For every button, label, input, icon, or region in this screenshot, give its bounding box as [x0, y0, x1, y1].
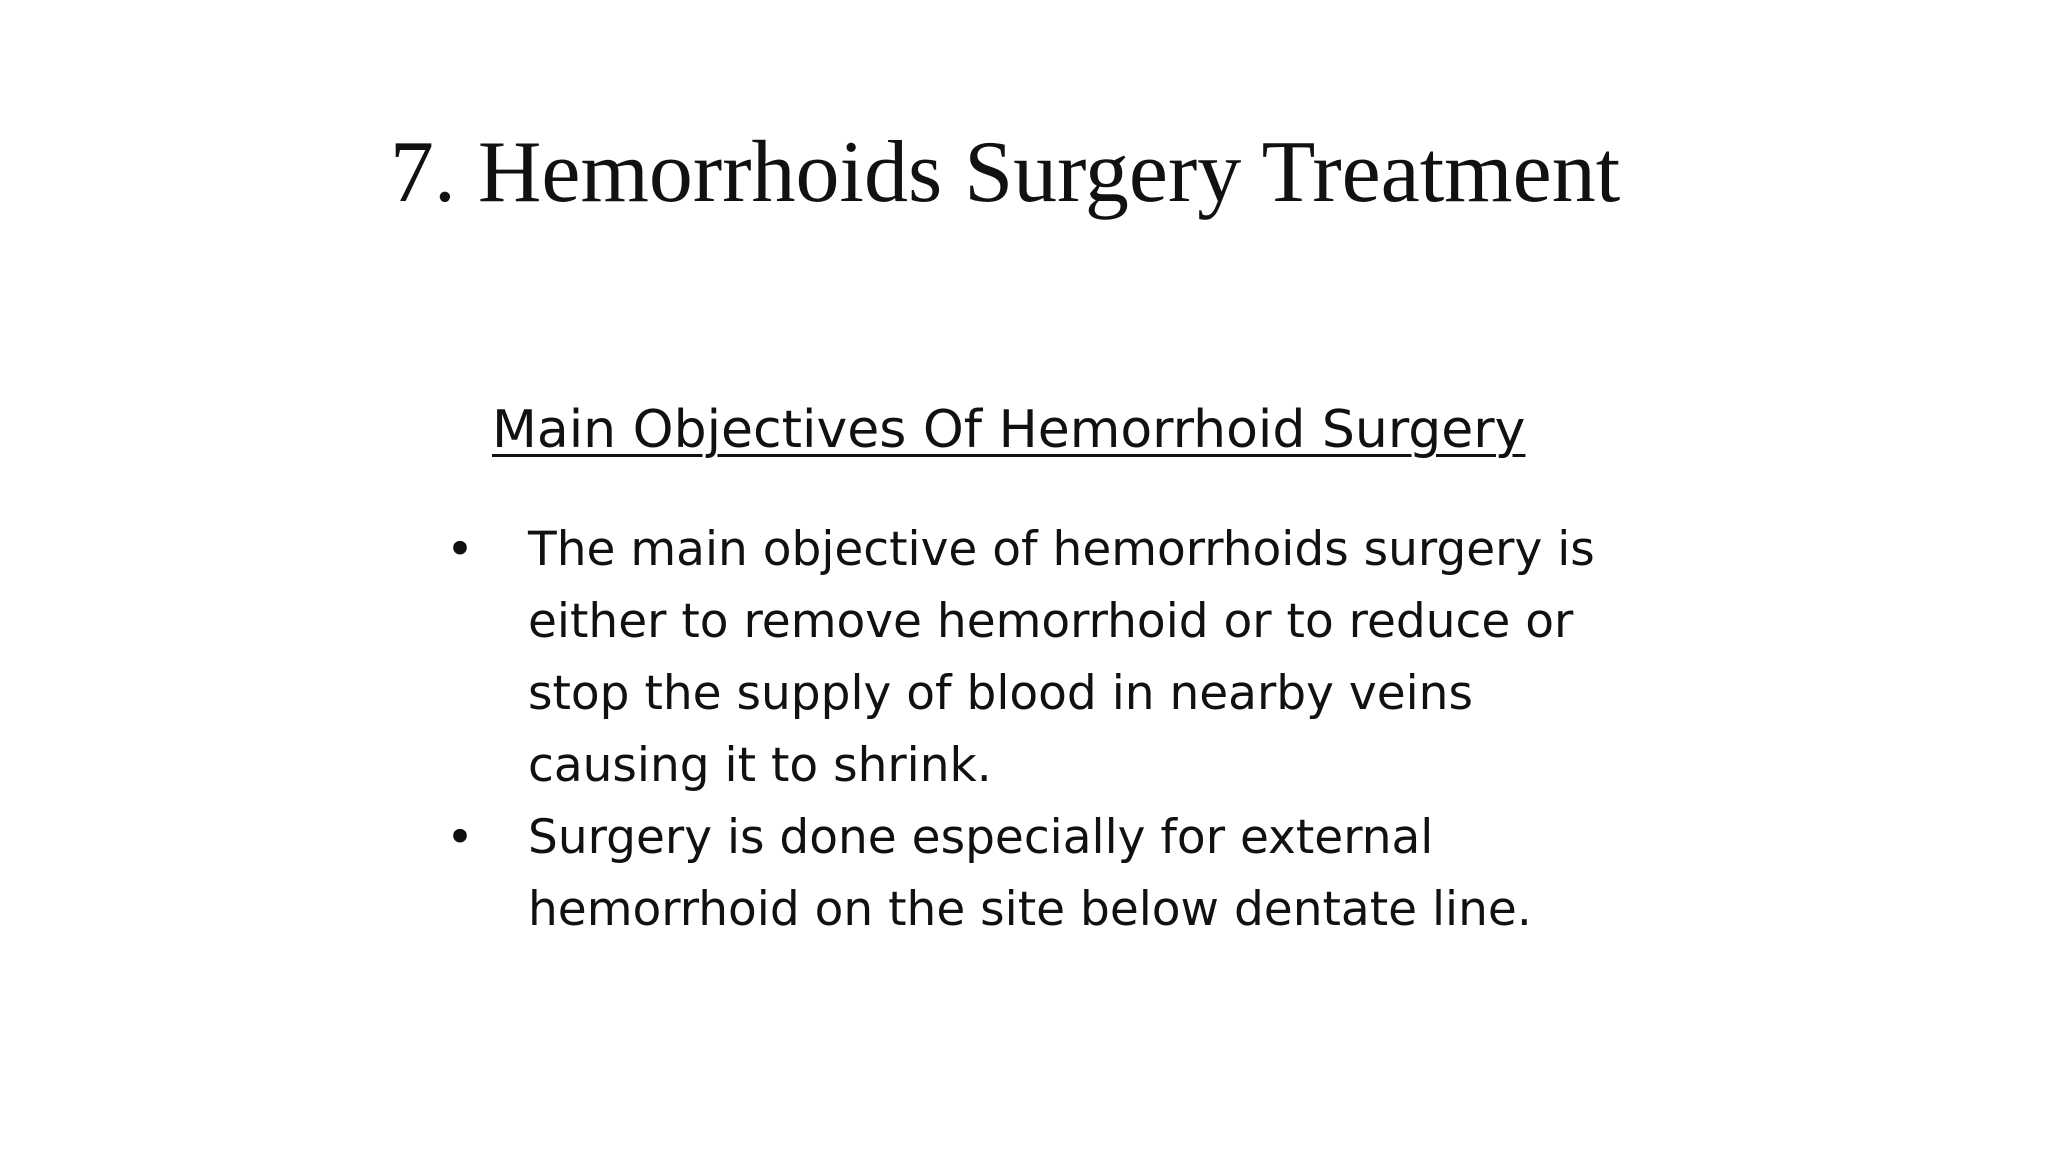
bullet-item	[440, 802, 1720, 946]
bullet-icon: •	[446, 522, 474, 577]
bullet-line: hemorrhoid on the site below dentate line.	[528, 882, 1532, 937]
bullet-item	[440, 514, 1720, 802]
section-subheading: Main Objectives Of Hemorrhoid Surgery	[492, 400, 1526, 460]
bullet-line: The main objective of hemorrhoids surgery is	[528, 522, 1595, 577]
slide-title: 7. Hemorrhoids Surgery Treatment	[389, 124, 1621, 221]
bullet-line: causing it to shrink.	[528, 738, 992, 793]
bullet-icon: •	[446, 810, 474, 865]
bullet-line: stop the supply of blood in nearby veins	[528, 666, 1473, 721]
bullet-line: Surgery is done especially for external	[528, 810, 1434, 865]
bullet-line: either to remove hemorrhoid or to reduce or	[528, 594, 1574, 649]
bullet-list	[440, 514, 1720, 946]
